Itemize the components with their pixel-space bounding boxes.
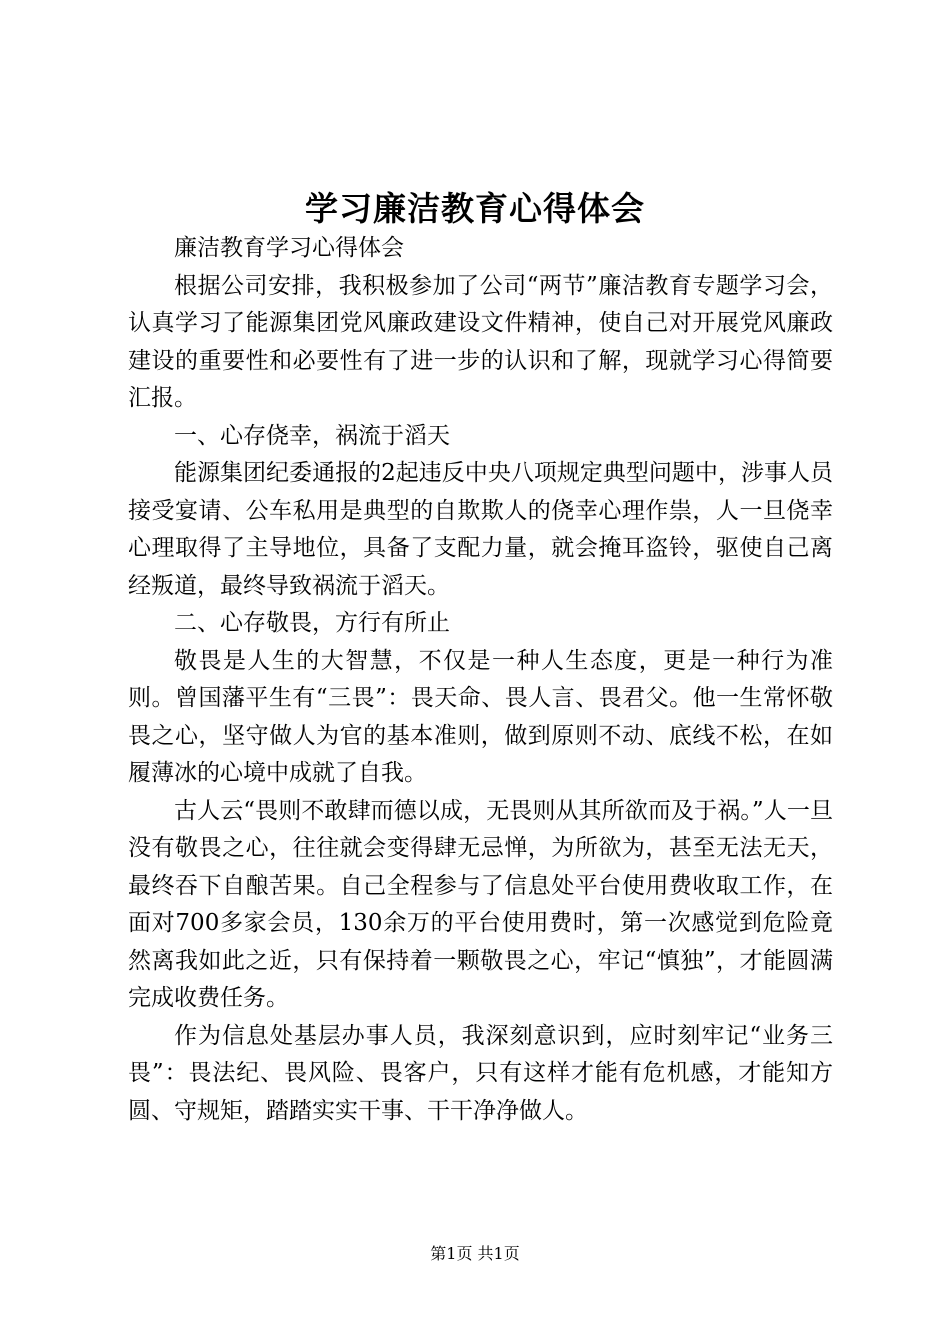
paragraph-section-1: 能源集团纪委通报的2起违反中央八项规定典型问题中，涉事人员接受宴请、公车私用是典型的自欺欺人的侥幸心理作祟，人一旦侥幸心理取得了主导地位，具备了支配力量，就会掩耳盗铃，驱使自己离经叛道，最终导致祸流于滔天。 (128, 460, 833, 599)
paragraph-section-2b: 古人云“畏则不敢肆而德以成，无畏则从其所欲而及于祸。”人一旦没有敬畏之心，往往就会变得肆无忌惮，为所欲为，甚至无法无天，最终吞下自酿苦果。自己全程参与了信息处平台使用费收取工作，在面对700多家会员，130余万的平台使用费时，第一次感觉到危险竟然离我如此之近，只有保持着一颗敬畏之心，牢记“慎独”，才能圆满完成收费任务。 (128, 797, 833, 1011)
section-heading-1: 一、心存侥幸，祸流于滔天 (174, 422, 450, 449)
document-title: 学习廉洁教育心得体会 (305, 189, 645, 228)
paragraph-intro: 根据公司安排，我积极参加了公司“两节”廉洁教育专题学习会，认真学习了能源集团党风廉政建设文件精神，使自己对开展党风廉政建设的重要性和必要性有了进一步的认识和了解，现就学习心得简要汇报。 (128, 272, 833, 411)
paragraph-conclusion: 作为信息处基层办事人员，我深刻意识到，应时刻牢记“业务三畏”：畏法纪、畏风险、畏客户，只有这样才能有危机感，才能知方圆、守规矩，踏踏实实干事、干干净净做人。 (128, 1022, 833, 1124)
section-heading-2: 二、心存敬畏，方行有所止 (174, 610, 450, 636)
page-footer: 第1页 共1页 (430, 1244, 520, 1263)
document-body (128, 230, 833, 1130)
paragraph-subtitle: 廉洁教育学习心得体会 (174, 235, 404, 261)
paragraph-section-2a: 敬畏是人生的大智慧，不仅是一种人生态度，更是一种行为准则。曾国藩平生有“三畏”：畏天命、畏人言、畏君父。他一生常怀敬畏之心，坚守做人为官的基本准则，做到原则不动、底线不松，在如履薄冰的心境中成就了自我。 (128, 647, 833, 786)
